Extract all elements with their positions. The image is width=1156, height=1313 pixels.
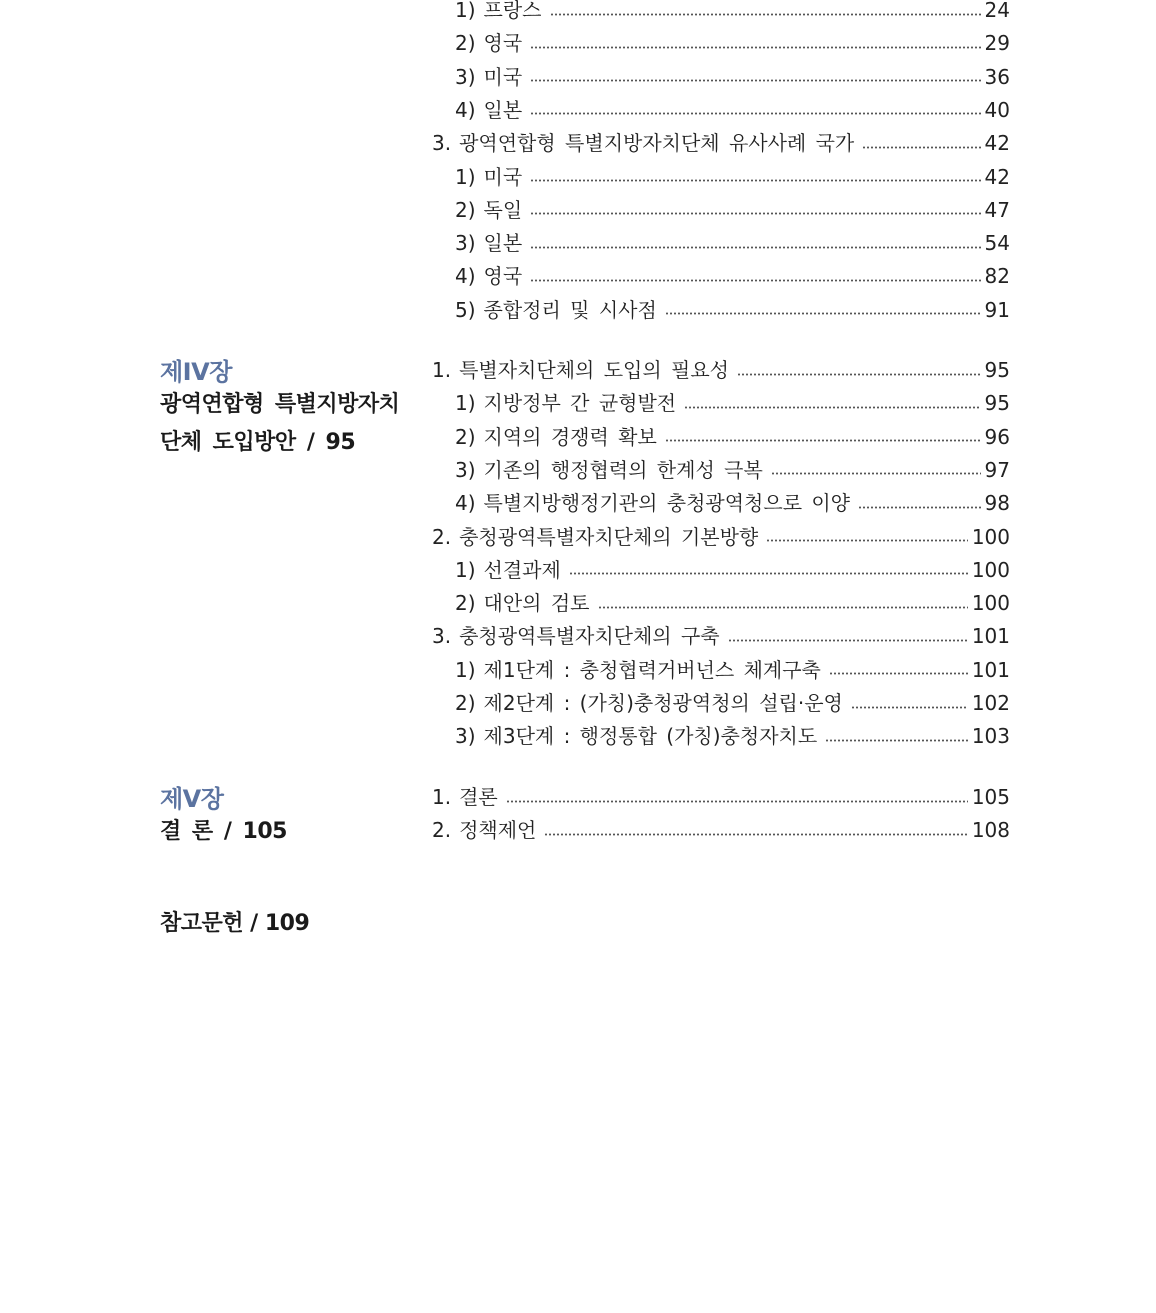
toc-entry-page: 42 [984, 164, 1010, 189]
dot-leader [766, 539, 968, 542]
toc-entry-number: 3) [455, 64, 476, 89]
toc-entry[interactable] [455, 588, 1010, 618]
toc-entry[interactable] [432, 355, 1010, 385]
toc-entry-page: 100 [971, 557, 1010, 582]
dot-leader [506, 800, 968, 803]
toc-entry-page: 96 [984, 424, 1010, 449]
toc-entry-title: 결론 [459, 785, 498, 809]
toc-entry-title: 독일 [483, 197, 523, 222]
toc-entry-page: 91 [984, 297, 1010, 322]
toc-entry-page: 47 [984, 197, 1010, 222]
toc-entry-title: 제3단계 : 행정통합 (가칭)충청자치도 [483, 724, 818, 749]
toc-entry-page: 29 [984, 31, 1010, 56]
toc-entry[interactable] [455, 422, 1010, 452]
toc-entry-title: 제1단계 : 충청협력거버넌스 체계구축 [483, 657, 821, 682]
dot-leader [862, 146, 980, 149]
toc-entry[interactable] [455, 488, 1010, 518]
dot-leader [569, 572, 968, 575]
toc-entry-title: 충청광역특별자치단체의 기본방향 [459, 524, 759, 549]
references-heading: 참고문헌 / 109 [160, 911, 310, 936]
toc-entry-title: 지방정부 간 균형발전 [483, 391, 677, 416]
dot-leader [829, 672, 968, 675]
toc-entry-number: 2) [455, 197, 476, 222]
toc-entry-page: 82 [984, 264, 1010, 289]
toc-entry-title: 종합정리 및 시사점 [483, 297, 657, 322]
toc-entry[interactable] [455, 688, 1010, 718]
toc-entry-title: 영국 [483, 31, 523, 56]
chapter-title: 결 론 / 105 [160, 819, 287, 844]
toc-entry-number: 1) [455, 557, 476, 582]
toc-entry-number: 4) [455, 264, 476, 289]
toc-entry[interactable] [455, 295, 1010, 325]
toc-entry[interactable] [432, 815, 1010, 845]
toc-entry-number: 2) [455, 691, 476, 715]
toc-entry[interactable] [455, 721, 1010, 751]
toc-entry[interactable] [455, 0, 1010, 25]
dot-leader [530, 179, 980, 182]
toc-entry-number: 2. [432, 524, 452, 549]
toc-entry-number: 1) [455, 164, 476, 189]
toc-entry-number: 2. [432, 818, 452, 843]
toc-entry-number: 2) [455, 424, 476, 449]
toc-entry[interactable] [455, 62, 1010, 92]
toc-entry[interactable] [455, 555, 1010, 585]
toc-entry-page: 95 [984, 391, 1010, 416]
toc-entry-title: 프랑스 [483, 0, 542, 22]
toc-entry-page: 98 [984, 491, 1010, 516]
toc-entry[interactable] [455, 388, 1010, 418]
dot-leader [771, 472, 981, 475]
toc-entry-number: 1. [432, 785, 452, 809]
toc-entry-title: 지역의 경쟁력 확보 [483, 424, 657, 449]
toc-entry[interactable] [455, 28, 1010, 58]
toc-entry-page: 54 [984, 231, 1010, 256]
toc-entry-page: 100 [971, 524, 1010, 549]
toc-entry-number: 1) [455, 391, 476, 416]
chapter-title: 광역연합형 특별지방자치단체 도입방안 / 95 [160, 392, 400, 455]
toc-entry-number: 5) [455, 297, 476, 322]
dot-leader [530, 79, 980, 82]
toc-entry-number: 2) [455, 31, 476, 56]
toc-entry-page: 103 [971, 724, 1010, 749]
toc-entry-page: 101 [971, 657, 1010, 682]
toc-entry-number: 4) [455, 491, 476, 516]
toc-entry-page: 95 [984, 358, 1010, 382]
chapter-number: 제IV장 [160, 358, 232, 386]
chapter-number: 제V장 [160, 785, 224, 813]
dot-leader [530, 279, 980, 282]
dot-leader [544, 833, 967, 836]
toc-entry-title: 미국 [483, 164, 523, 189]
toc-entry[interactable] [432, 782, 1010, 812]
dot-leader [851, 706, 968, 709]
toc-entry[interactable] [455, 228, 1010, 258]
toc-entry-title: 대안의 검토 [483, 591, 590, 616]
toc-entry-page: 97 [984, 457, 1010, 482]
toc-entry-title: 영국 [483, 264, 523, 289]
toc-entry-page: 105 [971, 785, 1010, 809]
toc-entry-title: 특별자치단체의 도입의 필요성 [459, 358, 729, 382]
dot-leader [598, 606, 968, 609]
toc-entry-title: 충청광역특별자치단체의 구축 [459, 624, 720, 649]
toc-entry-number: 3) [455, 724, 476, 749]
toc-entry-title: 일본 [483, 97, 523, 122]
toc-entry-number: 1. [432, 358, 452, 382]
toc-entry-title: 선결과제 [483, 557, 561, 582]
toc-entry-page: 108 [971, 818, 1010, 843]
dot-leader [728, 639, 968, 642]
toc-entry-page: 100 [971, 591, 1010, 616]
toc-entry-number: 4) [455, 97, 476, 122]
toc-entry-number: 1) [455, 657, 476, 682]
toc-entry-number: 3) [455, 231, 476, 256]
toc-entry-title: 정책제언 [459, 818, 537, 843]
dot-leader [530, 246, 980, 249]
toc-entry[interactable] [455, 195, 1010, 225]
toc-entry-number: 3. [432, 131, 452, 156]
toc-entry-title: 일본 [483, 231, 523, 256]
toc-entry[interactable] [432, 128, 1010, 158]
toc-entry[interactable] [455, 95, 1010, 125]
toc-entry-number: 2) [455, 591, 476, 616]
toc-entry-page: 42 [984, 131, 1010, 156]
dot-leader [530, 46, 980, 49]
toc-entry[interactable] [455, 655, 1010, 685]
dot-leader [684, 406, 980, 409]
toc-entry[interactable] [455, 455, 1010, 485]
toc-entry-number: 3. [432, 624, 452, 649]
toc-entry-page: 101 [971, 624, 1010, 649]
toc-entry-page: 102 [971, 691, 1010, 715]
toc-entry-page: 36 [984, 64, 1010, 89]
dot-leader [665, 312, 981, 315]
toc-entry[interactable] [455, 261, 1010, 291]
dot-leader [825, 739, 968, 742]
toc-entry-title: 제2단계 : (가칭)충청광역청의 설립·운영 [483, 691, 843, 715]
toc-entry-title: 미국 [483, 64, 523, 89]
toc-entry[interactable] [432, 522, 1010, 552]
toc-entry-title: 광역연합형 특별지방자치단체 유사사례 국가 [459, 131, 855, 156]
dot-leader [737, 373, 981, 376]
dot-leader [665, 439, 981, 442]
dot-leader [530, 112, 980, 115]
toc-entry-page: 24 [984, 0, 1010, 22]
chapter-4-heading [160, 358, 420, 462]
dot-leader [858, 506, 981, 509]
toc-entry[interactable] [432, 621, 1010, 651]
dot-leader [550, 13, 981, 16]
chapter-5-heading [160, 785, 420, 851]
toc-entry-title: 기존의 행정협력의 한계성 극복 [483, 457, 763, 482]
toc-entry-title: 특별지방행정기관의 충청광역청으로 이양 [483, 491, 851, 516]
toc-entry-number: 1) [455, 0, 476, 22]
toc-entry-number: 3) [455, 457, 476, 482]
dot-leader [530, 212, 980, 215]
toc-entry[interactable] [455, 162, 1010, 192]
toc-entry-page: 40 [984, 97, 1010, 122]
